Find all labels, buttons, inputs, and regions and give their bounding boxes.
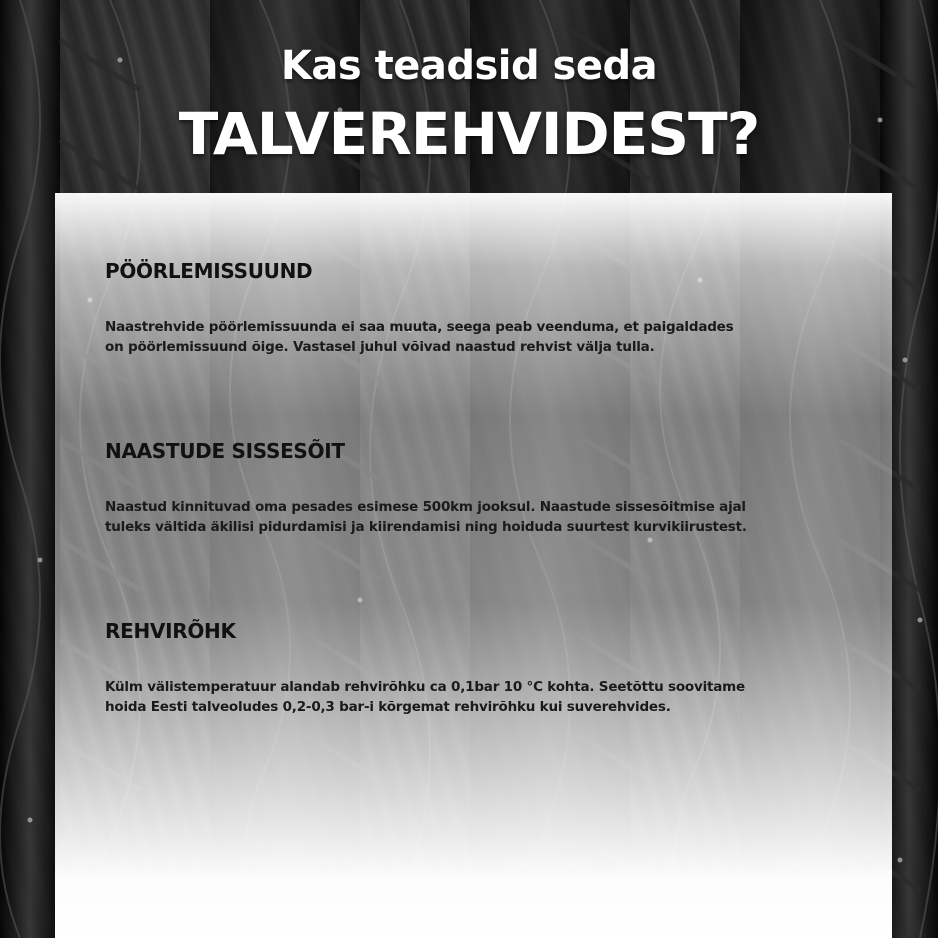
section-title: NAASTUDE SISSESÕIT	[105, 439, 345, 463]
info-panel	[55, 193, 892, 938]
section-stud-break-in	[105, 439, 755, 537]
heading-question: Kas teadsid seda	[280, 43, 658, 89]
section-title: PÖÖRLEMISSUUND	[105, 259, 313, 283]
section-text: Naastud kinnituvad oma pesades esimese 500km jooksul. Naastude sissesõitmise ajal tuleks vältida äkilisi pidurdamisi ja kiirendamisi ning hoiduda suurtest kurvikiirustest.	[105, 499, 747, 535]
section-rotation-direction	[105, 259, 755, 357]
heading-title: TALVEREHVIDEST?	[178, 100, 760, 168]
section-text: Külm välistemperatuur alandab rehvirõhku ca 0,1bar 10 °C kohta. Seetõttu soovitame hoida Eesti talveoludes 0,2-0,3 bar-i kõrgemat rehvirõhku kui suverehvides.	[105, 679, 745, 715]
section-title: REHVIRÕHK	[105, 619, 236, 643]
section-text: Naastrehvide pöörlemissuunda ei saa muuta, seega peab veenduma, et paigaldades on pöörlemissuund õige. Vastasel juhul võivad naastud rehvist välja tulla.	[105, 319, 734, 355]
section-tire-pressure	[105, 619, 755, 717]
page-heading	[0, 40, 938, 170]
